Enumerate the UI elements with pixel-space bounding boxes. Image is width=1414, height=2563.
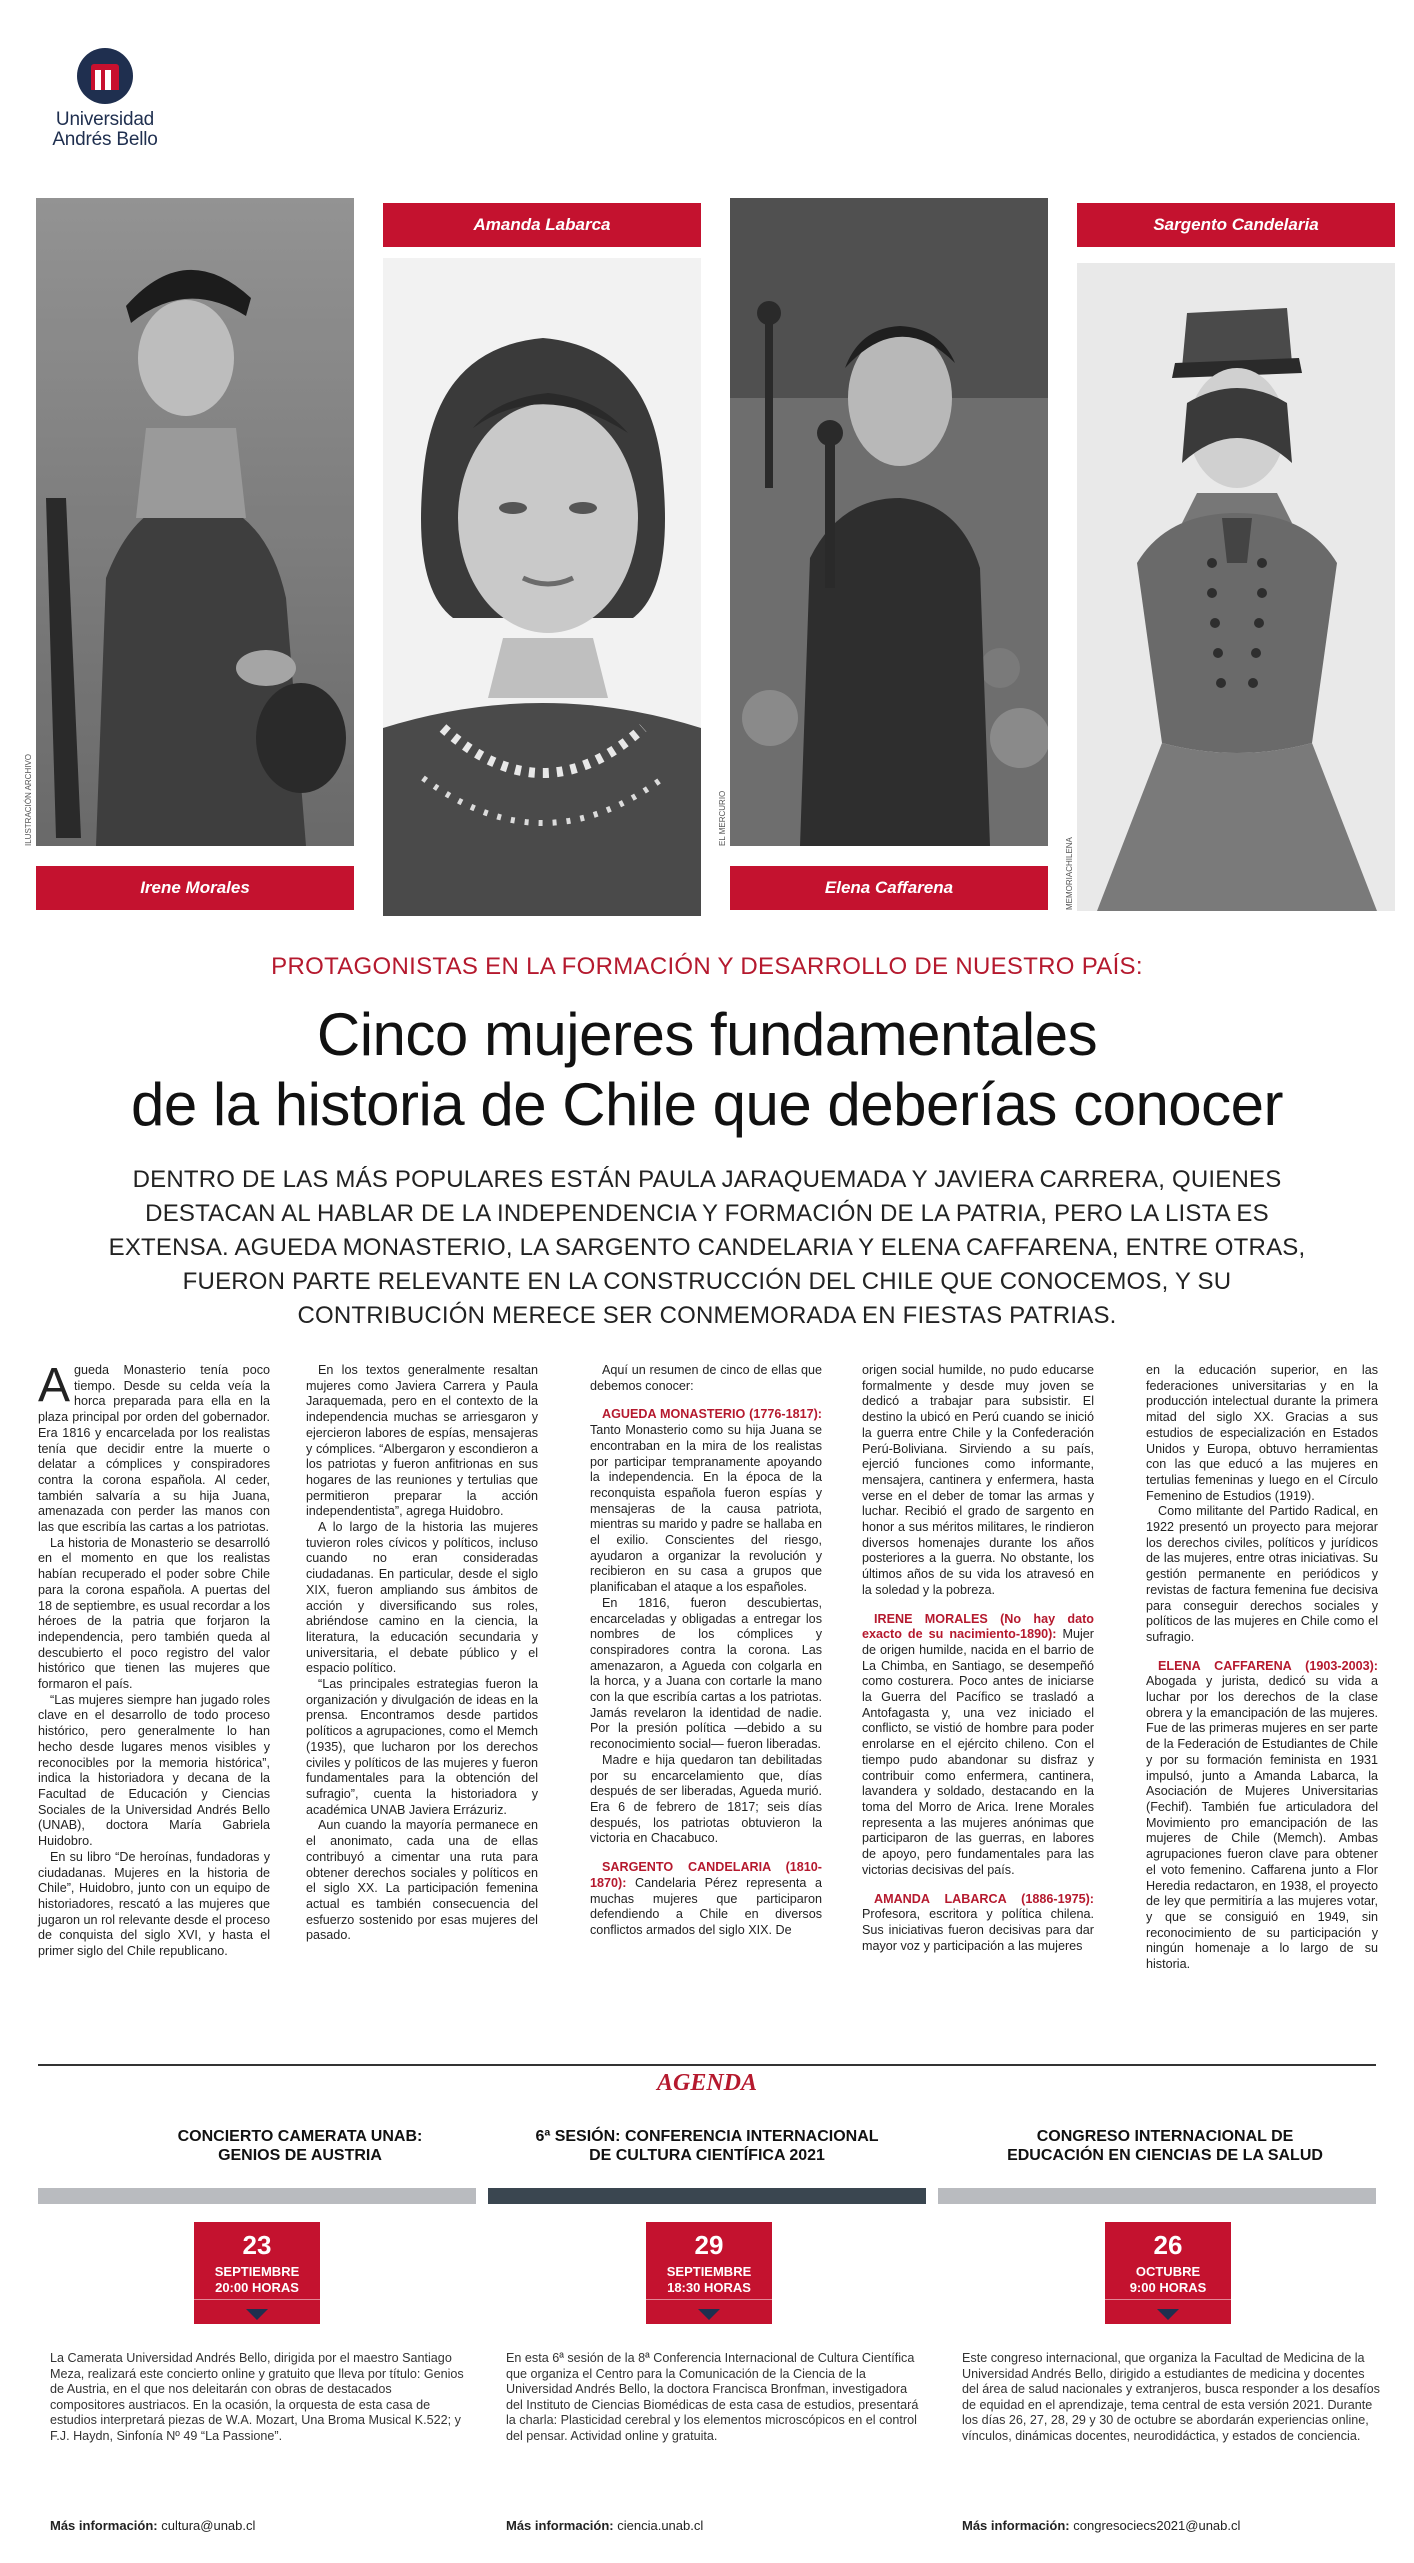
more-info: Más información: ciencia.unab.cl xyxy=(506,2518,704,2533)
event-description: La Camerata Universidad Andrés Bello, dirigida por el maestro Santiago Meza, realizará este concierto online y gratuito que lleva por título: Genios de Austria, en el que nos deleitarán con obras de destacados compositores austriacos. En la ocasión, la orquesta de esta casa de estudios interpretará piezas de W.A. Mozart, Una Broma Musical K.522; y F.J. Haydn, Sinfonía Nº 49 “La Passione”. xyxy=(50,2351,464,2443)
agenda-title: AGENDA xyxy=(656,2070,758,2096)
paragraph: origen social humilde, no pudo educarse formalmente y desde muy joven se dedicó a trabajar para subsistir. El destino la ubicó en Perú cuando se inició la guerra entre Chile y la Confederación Perú-Boliviana. Sirviendo a su país, ejerció funciones como informante, mensajera, cantinera y enfermera, hasta verse en el deber de tomar las armas y luchar. Recibió el grado de sargento en honor a sus méritos militares, le rindieron diversos homenajes durante los años posteriores a la guerra. No obstante, los últimos años de su vida los atravesó en la soledad y la pobreza. xyxy=(862,1363,1094,1597)
section-irene-morales: IRENE MORALES (No hay dato exacto de su nacimiento-1890): Mujer de origen humilde, nacida en el barrio de La Chimba, en Santiago, se desempeñó como costurera. Poco antes de iniciarse la Guerra del Pacífico se trasladó a Antofagasta y, una vez iniciado el conflicto, se vistió de hombre para poder enrolarse en el ejército chileno. Con el tiempo pudo abandonar su disfraz y contribuir como enfermera, cantinera, lavandera y soldado, destacando en la toma del Morro de Arica. Irene Morales representa a las mujeres anónimas que participaron de las guerras, en labores de apoyo, pero fundamentales para las victorias decisivas del país. xyxy=(862,1611,1094,1877)
event-time: 9:00 HORAS xyxy=(1129,2280,1207,2295)
event-time: 18:30 HORAS xyxy=(667,2280,751,2295)
logo-line-1: Universidad xyxy=(55,109,155,130)
event-description: Este congreso internacional, que organiza la Facultad de Medicina de la Universidad Andrés Bello, dirigido a estudiantes de medicina y docentes del área de salud nacionales y extranjeros, busca responder a los desafíos de equidad en el aprendizaje, tema central de esta versión 2021. Durante los días 26, 27, 28, 29 y 30 de octubre se abordarán experiencias online, vínculos, dinámicas docentes, neurodidáctica, y estados de conciencia. xyxy=(962,2351,1380,2443)
title-line-2: de la historia de Chile que deberías conocer xyxy=(130,1071,1284,1138)
kicker: PROTAGONISTAS EN LA FORMACIÓN Y DESARROLLO DE NUESTRO PAÍS: xyxy=(271,953,1143,980)
pointer-down-icon xyxy=(1157,2309,1179,2320)
photo-irene-morales xyxy=(36,198,354,846)
paragraph: “Las mujeres siempre han jugado roles clave en el desarrollo de todo proceso histórico, pero generalmente lo han hecho desde lugares menos visibles y reconocibles por la memoria histórica”, indica la historiadora y decana de la Facultad de Educación y Ciencias Sociales de la Universidad Andrés Bello (UNAB), doctora María Gabriela Huidobro. xyxy=(38,1692,270,1849)
event-title: CONGRESO INTERNACIONAL DE EDUCACIÓN EN CIENCIAS DE LA SALUD xyxy=(1007,2128,1323,2164)
paragraph: “Las principales estrategias fueron la organización y divulgación de ideas en la prensa. Encontramos desde partidos políticos a agrupaciones, como el Memch (1935), que lucharon por los derechos civiles y políticos de las mujeres y fueron fundamentales para la obtención del sufragio”, cuenta la historiadora y académica UNAB Javiera Errázuriz. xyxy=(306,1677,538,1817)
event-day: 26 xyxy=(1153,2230,1183,2260)
body-column-1 xyxy=(38,1359,270,1960)
paragraph: En los textos generalmente resaltan mujeres como Javiera Carrera y Paula Jaraquemada, pero en el contexto de la independencia muchas se arriesgaron y ejercieron labores de espías, mensajeras y cómplices. “Albergaron y escondieron a los patriotas y fueron anfitrionas en sus hogares de las reuniones y tertulias que permitieron preparar la acción independentista”, agrega Huidobro. xyxy=(306,1363,538,1519)
photo-credit-1: ILUSTRACIÓN ARCHIVO xyxy=(24,753,33,846)
more-info-link[interactable]: congresociecs2021@unab.cl xyxy=(1073,2518,1241,2533)
paragraph: En su libro “De heroínas, fundadoras y ciudadanas. Mujeres en la historia de Chile”, Huidobro, junto con un equipo de historiadores, rescató a las mujeres que jugaron un rol relevante desde el proceso de conquista del siglo XVI, y hasta el primer siglo del Chile republicano. xyxy=(38,1849,270,1959)
portrait-image xyxy=(730,198,1048,846)
pointer-down-icon xyxy=(698,2309,720,2320)
photo-credit-4: MEMORIACHILENA xyxy=(1065,837,1074,910)
paragraph: Como militante del Partido Radical, en 1922 presentó un proyecto para mejorar los derechos civiles, políticos y jurídicos de las mujeres, entre otras iniciativas. Su gestión permanente en periódicos y revistas de factura femenina fue decisiva para conseguir derechos sociales y políticos de las mujeres en Chile como el sufragio. xyxy=(1146,1504,1378,1644)
portrait-image xyxy=(36,198,354,846)
section-agueda-monasterio: AGUEDA MONASTERIO (1776-1817): Tanto Monasterio como su hija Juana se encontraban en la mira de los realistas por participar tempranamente apoyando la independencia. En la época de la reconquista española fueron espías y mensajeras de la causa patriota, mientras su marido y padre se hallaba en el exilio. Conscientes del riesgo, ayudaron a organizar la revolución y recibieron en su casa a grupos que planificaban el ataque a los españoles. xyxy=(590,1407,822,1595)
photo-sargento-candelaria xyxy=(1077,263,1395,911)
page-title xyxy=(0,1000,1414,1140)
paragraph: Madre e hija quedaron tan debilitadas por su encarcelamiento que, días después de ser liberadas, Agueda murió. Era 6 de febrero de 1817; seis días después, los patriotas obtuvieron la victoria en Chacabuco. xyxy=(590,1752,822,1846)
paragraph: A lo largo de la historia las mujeres tuvieron roles cívicos y políticos, incluso cuando no eran consideradas ciudadanas. En particular, desde el siglo XIX, fueron ampliando sus ámbitos de acción y diversificando sus roles, abriéndose camino en la ciencia, la literatura, la educación secundaria y universitaria, el debate público y el espacio político. xyxy=(306,1520,538,1676)
university-logo[interactable] xyxy=(40,48,170,150)
body-column-2 xyxy=(306,1363,538,1944)
title-line-1: Cinco mujeres fundamentales xyxy=(316,1001,1098,1068)
event-time: 20:00 HORAS xyxy=(215,2280,299,2295)
section-elena-caffarena: ELENA CAFFARENA (1903-2003): Abogada y jurista, dedicó su vida a luchar por los derechos de la clase obrera y la emancipación de las mujeres. Fue de las primeras mujeres en ser parte de la Federación de Estudiantes de Chile y por su formación feminista en 1931 impulsó, junto a Amanda Labarca, la Asociación de Mujeres Universitarias (Fechif). También fue articuladora del Movimiento pro emancipación de las mujeres de Chile (Memch). Ambas agrupaciones fueron clave para obtener el voto femenino. Caffarena junto a Flor Heredia redactaron, en 1938, el proyecto de ley que permitiría a las mujeres votar, y que se consiguió en 1949, sin reconocimiento de su participación y ningún homenaje a lo largo de su historia. xyxy=(1146,1658,1378,1972)
photo-elena-caffarena xyxy=(730,198,1048,846)
event-month: OCTUBRE xyxy=(1135,2264,1201,2279)
event-title: CONCIERTO CAMERATA UNAB: GENIOS DE AUSTRIA xyxy=(177,2128,423,2164)
lead-paragraph: DENTRO DE LAS MÁS POPULARES ESTÁN PAULA JARAQUEMADA Y JAVIERA CARRERA, QUIENES DESTACAN AL HABLAR DE LA INDEPENDENCIA Y FORMACIÓN DE LA PATRIA, PERO LA LISTA ES EXTENSA. AGUEDA MONASTERIO, LA SARGENTO CANDELARIA Y ELENA CAFFARENA, ENTRE OTRAS, FUERON PARTE RELEVANTE EN LA CONSTRUCCIÓN DEL CHILE QUE CONOCEMOS, Y SU CONTRIBUCIÓN MERECE SER CONMEMORADA EN FIESTAS PATRIAS. xyxy=(108,1166,1306,1329)
portrait-image xyxy=(383,258,701,916)
pointer-down-icon xyxy=(246,2309,268,2320)
body-column-5 xyxy=(1146,1363,1378,1973)
event-bar xyxy=(938,2188,1376,2204)
paragraph: Aun cuando la mayoría permanece en el anonimato, cada una de ellas contribuyó a cimentar una ruta para obtener derechos sociales y políticos en el siglo XX. La participación femenina actual es también consecuencia del esfuerzo sostenido por esas mujeres del pasado. xyxy=(306,1818,538,1943)
dropcap: A xyxy=(38,1359,71,1412)
university-crest-icon xyxy=(77,48,133,104)
section-sargento-candelaria: SARGENTO CANDELARIA (1810-1870): Candelaria Pérez representa a muchas mujeres que participaron defendiendo a Chile en diversos conflictos armados del siglo XIX. De xyxy=(590,1860,822,1937)
event-title: 6ª SESIÓN: CONFERENCIA INTERNACIONAL DE CULTURA CIENTÍFICA 2021 xyxy=(535,2128,879,2164)
caption-irene-morales: Irene Morales xyxy=(36,866,354,910)
caption-sargento-candelaria: Sargento Candelaria xyxy=(1077,203,1395,247)
event-bar xyxy=(488,2188,926,2204)
event-date-badge xyxy=(646,2222,772,2324)
caption-elena-caffarena: Elena Caffarena xyxy=(730,866,1048,910)
more-info-link[interactable]: ciencia.unab.cl xyxy=(617,2518,704,2533)
agenda-divider xyxy=(38,2064,1376,2066)
caption-amanda-labarca: Amanda Labarca xyxy=(383,203,701,247)
event-description: En esta 6ª sesión de la 8ª Conferencia Internacional de Cultura Científica que organiza el Centro para la Comunicación de la Ciencia de la Universidad Andrés Bello, la doctora Francisca Bronfman, investigadora del Instituto de Ciencias Biomédicas de esta casa de estudios, presentará la charla: Plasticidad cerebral y los elementos microscópicos en el control del pensar. Actividad online y gratuita. xyxy=(506,2351,919,2443)
event-month: SEPTIEMBRE xyxy=(666,2264,752,2279)
body-column-3 xyxy=(590,1363,822,1939)
paragraph: Agueda Monasterio tenía poco tiempo. Desde su celda veía la horca preparada para ella en la plaza principal por orden del gobernador. Era 1816 y encarcelada por los realistas tenía que decidir entre la muerte o delatar a cómplices y conspiradores contra la corona española. Al ceder, también salvaría a su hija Juana, amenazada con perder las manos con las que escribía las cartas a los patriotas. xyxy=(38,1359,270,1535)
event-day: 29 xyxy=(694,2230,724,2260)
logo-line-2: Andrés Bello xyxy=(52,129,158,150)
event-date-badge xyxy=(194,2222,320,2324)
paragraph: En 1816, fueron descubiertas, encarceladas y obligadas a entregar los nombres de los cómplices y conspiradores contra la corona. Las amenazaron, a Agueda con colgarla en la horca, y a Juana con cortarle la mano con la que escribía cartas a los patriotas. Jamás revelaron la identidad de nadie. Por la presión política —debido a su reconocimiento social— fueron liberadas. xyxy=(590,1595,822,1752)
paragraph: Aquí un resumen de cinco de ellas que debemos conocer: xyxy=(590,1363,822,1393)
more-info: Más información: congresociecs2021@unab.cl xyxy=(962,2518,1241,2533)
section-amanda-labarca: AMANDA LABARCA (1886-1975): Profesora, escritora y política chilena. Sus iniciativas fueron decisivas para dar mayor voz y participación a las mujeres xyxy=(862,1891,1094,1953)
paragraph: en la educación superior, en las federaciones universitarias y en la producción intelectual durante la primera mitad del siglo XX. Gracias a sus estudios de especialización en Estados Unidos y Europa, obtuvo herramientas con las que educó a las mujeres en tertulias femeninas y luego en el Círculo Femenino de Estudios (1919). xyxy=(1146,1363,1378,1503)
paragraph: La historia de Monasterio se desarrolló en el momento en que los realistas habían recuperado el poder sobre Chile para la corona española. A puertas del 18 de septiembre, es usual recordar a los héroes de la patria que forjaron la independencia, pero también queda al descubierto el poco registro del valor histórico que tienen las mujeres que formaron el país. xyxy=(38,1535,270,1692)
event-month: SEPTIEMBRE xyxy=(214,2264,300,2279)
body-column-4 xyxy=(862,1363,1094,1954)
event-bar xyxy=(38,2188,476,2204)
photo-credit-3: EL MERCURIO xyxy=(718,790,727,846)
photo-amanda-labarca xyxy=(383,258,701,916)
more-info-link[interactable]: cultura@unab.cl xyxy=(161,2518,256,2533)
event-day: 23 xyxy=(242,2230,272,2260)
portrait-image xyxy=(1077,263,1395,911)
event-date-badge xyxy=(1105,2222,1231,2324)
more-info: Más información: cultura@unab.cl xyxy=(50,2518,256,2533)
